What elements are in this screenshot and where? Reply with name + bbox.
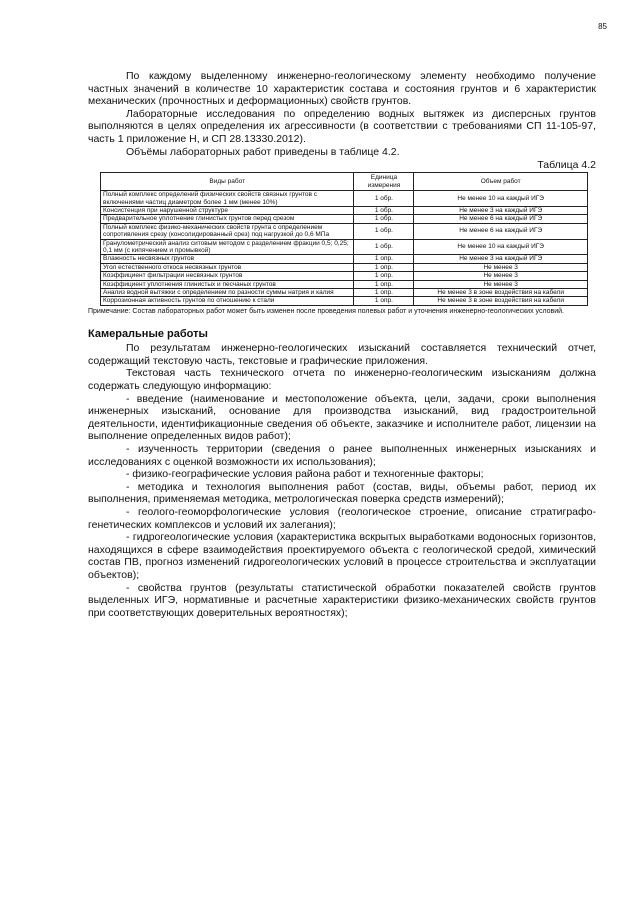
table-row xyxy=(101,206,588,214)
intro-paragraph: Лабораторные исследования по определению водных вытяжек из дисперсных грунтов выполняются в целях определения их агрессивности (в соответствии с требованиями СП 11-105-97, часть 1 приложение Н, и СП 28.13330.2012). xyxy=(88,107,596,145)
work-type-cell: Коэффициент фильтрации несвязных грунтов xyxy=(101,272,354,280)
unit-cell: 1 опр. xyxy=(354,280,414,288)
list-item: - введение (наименование и местоположение объекта, цели, задачи, сроки выполнения инженерных изысканий, основание для производства изысканий, вид градостроительной деятельности, идентификационные сведения об объекте, заказчике и исполнителе работ, лицензии на выполнение определенных видов работ); xyxy=(88,392,596,443)
body-paragraph: По результатам инженерно-геологических изысканий составляется технический отчет, содержащий текстовую часть, текстовые и графические приложения. xyxy=(88,342,596,367)
work-type-cell: Влажность несвязных грунтов xyxy=(101,255,354,263)
section-title: Камеральные работы xyxy=(88,328,208,341)
volume-cell: Не менее 10 на каждый ИГЭ xyxy=(414,191,588,207)
table-row xyxy=(101,263,588,271)
work-type-cell: Полный комплекс физико-механических свойств грунта с определением сопротивления срезу (консолидированный срез) под нагрузкой до 0,6 МПа xyxy=(101,223,354,239)
table-row xyxy=(101,215,588,223)
unit-cell: 1 обр. xyxy=(354,223,414,239)
work-type-cell: Предварительное уплотнение глинистых грунтов перед срезом xyxy=(101,215,354,223)
volume-cell: Не менее 10 на каждый ИГЭ xyxy=(414,239,588,255)
table-caption: Таблица 4.2 xyxy=(537,159,596,172)
table-row xyxy=(101,289,588,297)
list-item: - методика и технология выполнения работ (состав, виды, объемы работ, период их выполнения, применяемая методика, метрологическая поверка средств измерений); xyxy=(88,480,596,506)
header-unit: Единица измерения xyxy=(354,173,414,191)
header-volume: Объем работ xyxy=(414,173,588,191)
unit-cell: 1 опр. xyxy=(354,289,414,297)
volume-cell: Не менее 3 в зоне воздействия на кабели xyxy=(414,289,588,297)
volume-cell: Не менее 3 на каждый ИГЭ xyxy=(414,206,588,214)
table-row xyxy=(101,255,588,263)
table-note: Примечание: Состав лабораторных работ может быть изменен после проведения полевых работ и уточнения инженерно-геологических условий. xyxy=(88,307,564,315)
volume-cell: Не менее 3 на каждый ИГЭ xyxy=(414,255,588,263)
unit-cell: 1 обр. xyxy=(354,215,414,223)
list-item: - физико-географические условия района работ и техногенные факторы; xyxy=(126,468,484,481)
unit-cell: 1 обр. xyxy=(354,206,414,214)
work-type-cell: Анализ водной вытяжки с определением по разности суммы натрия и калия xyxy=(101,289,354,297)
list-item: - геолого-геоморфологические условия (геологическое строение, описание стратиграфо-генетических комплексов и условий их залегания); xyxy=(88,505,596,531)
intro-paragraph: Объёмы лабораторных работ приведены в таблице 4.2. xyxy=(126,145,400,158)
body-paragraph: Текстовая часть технического отчета по инженерно-геологическим изысканиям должна содержать следующую информацию: xyxy=(88,367,596,393)
work-type-cell: Гранулометрический анализ ситовым методом с разделением фракции 0,5; 0,25; 0,1 мм (с кипячением и промывкой) xyxy=(101,239,354,255)
intro-paragraph: По каждому выделенному инженерно-геологическому элементу необходимо получение частных значений в количестве 10 характеристик состава и состояния грунтов и 6 характеристик механических (прочностных и деформационных) свойств грунтов. xyxy=(88,70,596,108)
list-item: - изученность территории (сведения о ранее выполненных инженерных изысканиях и исследованиях с оценкой возможности их использования); xyxy=(88,443,596,468)
table-row xyxy=(101,239,588,255)
work-type-cell: Угол естественного откоса несвязных грунтов xyxy=(101,263,354,271)
unit-cell: 1 опр. xyxy=(354,272,414,280)
header-work-type: Виды работ xyxy=(101,173,354,191)
work-type-cell: Коэффициент уплотнения глинистых и песчаных грунтов xyxy=(101,280,354,288)
page-number: 85 xyxy=(598,22,607,31)
volume-cell: Не менее 6 на каждый ИГЭ xyxy=(414,223,588,239)
unit-cell: 1 обр. xyxy=(354,239,414,255)
work-type-cell: Полный комплекс определений физических свойств связных грунтов с включениями частиц диаметром более 1 мм (менее 10%) xyxy=(101,191,354,207)
volume-cell: Не менее 6 на каждый ИГЭ xyxy=(414,215,588,223)
table-row xyxy=(101,223,588,239)
table-row xyxy=(101,297,588,305)
table-row xyxy=(101,272,588,280)
volume-cell: Не менее 3 xyxy=(414,272,588,280)
work-type-cell: Коррозионная активность грунтов по отношению к стали xyxy=(101,297,354,305)
table-row xyxy=(101,280,588,288)
unit-cell: 1 обр. xyxy=(354,191,414,207)
list-item: - гидрогеологические условия (характеристика вскрытых выработками водоносных горизонтов, находящихся в сфере взаимодействия проектируемого объекта с геологической средой, химический состав ПВ, прогноз изменений гидрогеологических условий в процессе строительства и эксплуатации объектов); xyxy=(88,531,596,581)
table-row xyxy=(101,191,588,207)
volume-cell: Не менее 3 xyxy=(414,263,588,271)
volume-cell: Не менее 3 xyxy=(414,280,588,288)
lab-works-table xyxy=(100,172,588,306)
document-content xyxy=(88,70,596,619)
unit-cell: 1 опр. xyxy=(354,297,414,305)
unit-cell: 1 опр. xyxy=(354,263,414,271)
volume-cell: Не менее 3 в зоне воздействия на кабели xyxy=(414,297,588,305)
list-item: - свойства грунтов (результаты статистической обработки показателей свойств грунтов выделенных ИГЭ, нормативные и расчетные характеристики физико-механических свойств грунтов при соответствующих доверительных вероятностях); xyxy=(88,581,596,619)
table-header-row xyxy=(101,173,588,191)
work-type-cell: Консистенция при нарушенной структуре xyxy=(101,206,354,214)
unit-cell: 1 опр. xyxy=(354,255,414,263)
